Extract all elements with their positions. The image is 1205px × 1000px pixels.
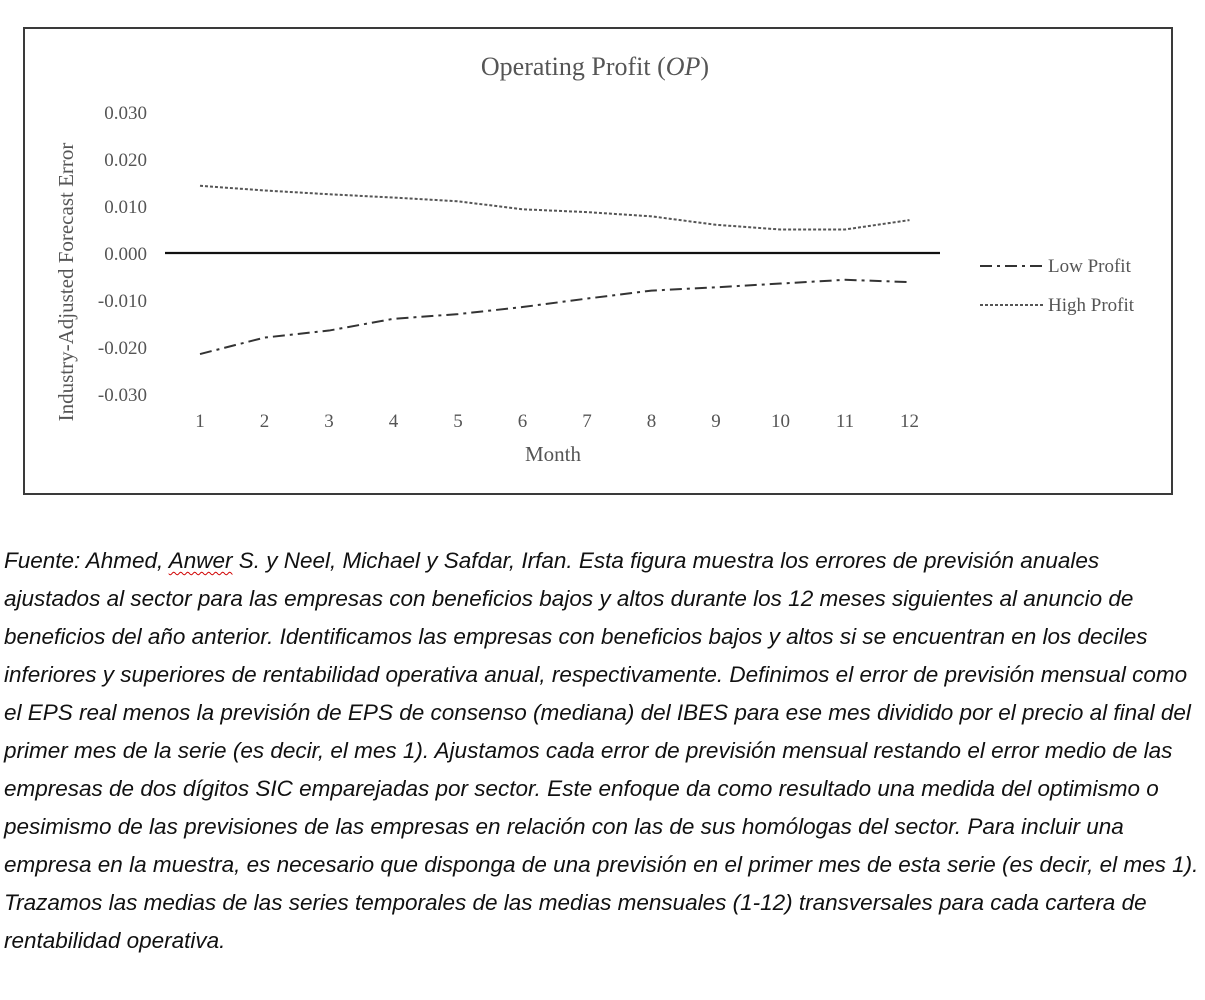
chart-frame <box>23 27 1173 495</box>
x-tick-label: 5 <box>453 411 463 432</box>
legend-label: Low Profit <box>1048 256 1131 277</box>
x-axis-label: Month <box>524 442 582 466</box>
x-tick-label: 3 <box>324 411 334 432</box>
y-tick-label: -0.030 <box>97 385 147 406</box>
x-tick-label: 12 <box>900 411 919 432</box>
x-tick-label: 6 <box>517 411 528 432</box>
y-tick-label: -0.010 <box>97 291 147 312</box>
x-tick-labels <box>195 411 919 432</box>
chart-title: Operating Profit (OP) <box>480 52 710 81</box>
caption-source-prefix: Fuente: Ahmed, <box>4 548 169 573</box>
x-tick-label: 9 <box>711 411 721 432</box>
y-tick-label: 0.000 <box>104 244 147 265</box>
x-tick-label: 7 <box>582 411 592 432</box>
figure-caption <box>4 542 1200 960</box>
series-line-high-profit <box>200 186 910 230</box>
caption-body: S. y Neel, Michael y Safdar, Irfan. Esta figura muestra los errores de previsión anuales ajustados al sector para las empresas con beneficios bajos y altos durante los 12 meses siguientes al anuncio de beneficios del año anterior. Identificamos las empresas con beneficios bajos y altos si se encuentran en los deciles inferiores y superiores de rentabilidad operativa anual, respectivamente. Definimos el error de previsión mensual como el EPS real menos la previsión de EPS de consenso (mediana) del IBES para ese mes dividido por el precio al final del primer mes de la serie (es decir, el mes 1). Ajustamos cada error de previsión mensual restando el error medio de las empresas de dos dígitos SIC emparejadas por sector. Este enfoque da como resultado una medida del optimismo o pesimismo de las previsiones de las empresas en relación con las de sus homólogas del sector. Para incluir una empresa en la muestra, es necesario que disponga de una previsión en el primer mes de esta serie (es decir, el mes 1). Trazamos las medias de las series temporales de las medias mensuales (1-12) transversales para cada cartera de rentabilidad operativa. <box>4 548 1199 953</box>
series-lines <box>200 186 910 354</box>
x-tick-label: 1 <box>195 411 205 432</box>
x-tick-label: 11 <box>835 411 855 432</box>
line-chart <box>25 29 1171 493</box>
y-tick-label: 0.020 <box>104 150 147 171</box>
x-tick-label: 10 <box>771 411 790 432</box>
x-tick-label: 8 <box>646 411 657 432</box>
y-tick-labels <box>98 103 147 406</box>
caption-flagged-word: Anwer <box>168 548 233 573</box>
x-tick-label: 2 <box>259 411 270 432</box>
series-line-low-profit <box>200 280 910 354</box>
legend-label: High Profit <box>1048 295 1135 316</box>
x-tick-label: 4 <box>388 411 399 432</box>
y-tick-label: 0.010 <box>104 197 147 218</box>
y-tick-label: -0.020 <box>97 338 147 359</box>
y-tick-label: 0.030 <box>104 103 147 124</box>
legend <box>980 256 1135 316</box>
y-axis-label: Industry-Adjusted Forecast Error <box>54 142 78 422</box>
